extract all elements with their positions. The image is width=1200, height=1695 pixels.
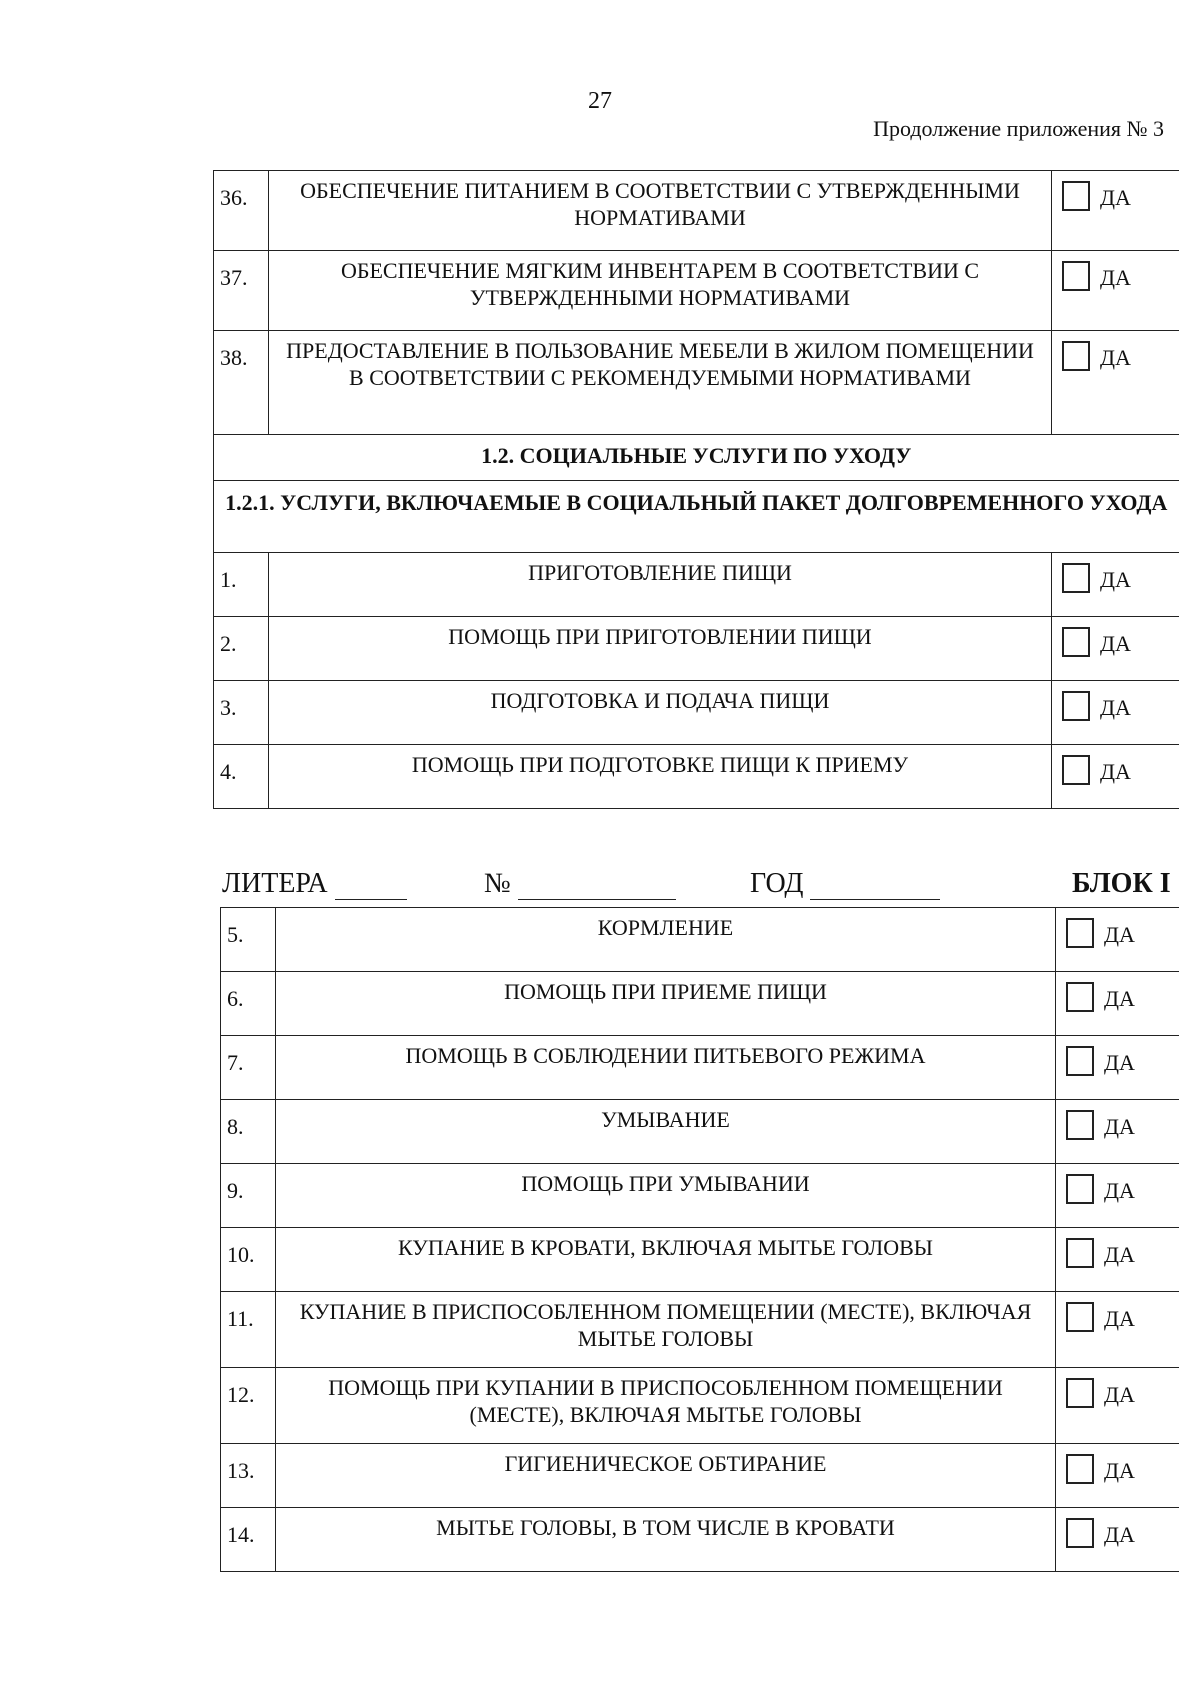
subsection-heading: 1.2.1. УСЛУГИ, ВКЛЮЧАЕМЫЕ В СОЦИАЛЬНЫЙ ПАКЕТ ДОЛГОВРЕМЕННОГО УХОДА	[214, 481, 1179, 553]
row-text: ПОМОЩЬ ПРИ КУПАНИИ В ПРИСПОСОБЛЕННОМ ПОМЕЩЕНИИ (МЕСТЕ), ВКЛЮЧАЯ МЫТЬЕ ГОЛОВЫ	[276, 1368, 1056, 1444]
row-text: ПОМОЩЬ ПРИ ПРИГОТОВЛЕНИИ ПИЩИ	[269, 617, 1052, 681]
check-label: ДА	[1104, 1114, 1135, 1139]
table-row	[214, 251, 1179, 331]
block-header	[222, 868, 1178, 902]
check-label: ДА	[1104, 1242, 1135, 1267]
row-number: 6.	[221, 972, 276, 1036]
check-label: ДА	[1100, 631, 1131, 656]
table-row	[221, 1292, 1179, 1368]
row-text: ПРЕДОСТАВЛЕНИЕ В ПОЛЬЗОВАНИЕ МЕБЕЛИ В ЖИЛОМ ПОМЕЩЕНИИ В СООТВЕТСТВИИ С РЕКОМЕНДУЕМЫМИ НОРМАТИВАМИ	[269, 331, 1052, 435]
check-cell	[1056, 1292, 1179, 1368]
table-row	[221, 1444, 1179, 1508]
row-text: ПОМОЩЬ ПРИ УМЫВАНИИ	[276, 1164, 1056, 1228]
number-blank[interactable]	[518, 873, 676, 900]
checkbox[interactable]	[1062, 627, 1090, 657]
subsection-heading-row	[214, 481, 1179, 553]
check-cell	[1056, 1228, 1179, 1292]
checkbox[interactable]	[1066, 982, 1094, 1012]
row-number: 12.	[221, 1368, 276, 1444]
row-text: МЫТЬЕ ГОЛОВЫ, В ТОМ ЧИСЛЕ В КРОВАТИ	[276, 1508, 1056, 1572]
section-heading: 1.2. СОЦИАЛЬНЫЕ УСЛУГИ ПО УХОДУ	[214, 435, 1179, 481]
check-label: ДА	[1100, 567, 1131, 592]
table-row	[214, 553, 1179, 617]
checkbox[interactable]	[1066, 1302, 1094, 1332]
year-field	[750, 868, 940, 900]
check-label: ДА	[1104, 1458, 1135, 1483]
check-label: ДА	[1100, 345, 1131, 370]
checkbox[interactable]	[1062, 691, 1090, 721]
checkbox[interactable]	[1062, 563, 1090, 593]
checkbox[interactable]	[1066, 1046, 1094, 1076]
check-cell	[1056, 1100, 1179, 1164]
check-label: ДА	[1100, 265, 1131, 290]
check-cell	[1052, 745, 1179, 809]
table-row	[221, 1100, 1179, 1164]
services-table-bottom	[220, 907, 1179, 1572]
row-number: 4.	[214, 745, 269, 809]
row-text: ПРИГОТОВЛЕНИЕ ПИЩИ	[269, 553, 1052, 617]
checkbox[interactable]	[1066, 1454, 1094, 1484]
litera-blank[interactable]	[335, 873, 407, 900]
litera-field	[222, 868, 407, 900]
appendix-label: Продолжение приложения № 3	[873, 116, 1164, 141]
check-cell	[1052, 331, 1179, 435]
check-cell	[1052, 617, 1179, 681]
row-text: ГИГИЕНИЧЕСКОЕ ОБТИРАНИЕ	[276, 1444, 1056, 1508]
table-row	[221, 908, 1179, 972]
row-text: УМЫВАНИЕ	[276, 1100, 1056, 1164]
row-number: 8.	[221, 1100, 276, 1164]
checkbox[interactable]	[1066, 1238, 1094, 1268]
row-text: ПОДГОТОВКА И ПОДАЧА ПИЩИ	[269, 681, 1052, 745]
table-row	[214, 745, 1179, 809]
checkbox[interactable]	[1066, 1174, 1094, 1204]
check-cell	[1052, 681, 1179, 745]
row-number: 3.	[214, 681, 269, 745]
checkbox[interactable]	[1066, 1518, 1094, 1548]
check-cell	[1056, 1444, 1179, 1508]
table-row	[214, 617, 1179, 681]
row-text: ОБЕСПЕЧЕНИЕ МЯГКИМ ИНВЕНТАРЕМ В СООТВЕТСТВИИ С УТВЕРЖДЕННЫМИ НОРМАТИВАМИ	[269, 251, 1052, 331]
check-cell	[1052, 171, 1179, 251]
table-row	[214, 171, 1179, 251]
check-label: ДА	[1100, 759, 1131, 784]
table-row	[221, 1036, 1179, 1100]
check-cell	[1056, 1368, 1179, 1444]
row-number: 7.	[221, 1036, 276, 1100]
row-text: КУПАНИЕ В ПРИСПОСОБЛЕННОМ ПОМЕЩЕНИИ (МЕСТЕ), ВКЛЮЧАЯ МЫТЬЕ ГОЛОВЫ	[276, 1292, 1056, 1368]
check-label: ДА	[1100, 695, 1131, 720]
check-label: ДА	[1100, 185, 1131, 210]
check-cell	[1056, 1036, 1179, 1100]
row-text: КОРМЛЕНИЕ	[276, 908, 1056, 972]
check-label: ДА	[1104, 1522, 1135, 1547]
table-row	[214, 681, 1179, 745]
row-number: 37.	[214, 251, 269, 331]
block-label: БЛОК I	[1072, 868, 1171, 899]
check-cell	[1056, 1508, 1179, 1572]
checkbox[interactable]	[1062, 341, 1090, 371]
check-label: ДА	[1104, 1382, 1135, 1407]
row-number: 36.	[214, 171, 269, 251]
check-cell	[1052, 251, 1179, 331]
row-text: ПОМОЩЬ ПРИ ПОДГОТОВКЕ ПИЩИ К ПРИЕМУ	[269, 745, 1052, 809]
row-number: 14.	[221, 1508, 276, 1572]
row-number: 9.	[221, 1164, 276, 1228]
check-label: ДА	[1104, 1306, 1135, 1331]
row-number: 1.	[214, 553, 269, 617]
year-blank[interactable]	[810, 873, 940, 900]
checkbox[interactable]	[1062, 181, 1090, 211]
checkbox[interactable]	[1066, 1378, 1094, 1408]
table-row	[221, 1368, 1179, 1444]
row-number: 13.	[221, 1444, 276, 1508]
row-number: 5.	[221, 908, 276, 972]
row-number: 10.	[221, 1228, 276, 1292]
table-row	[221, 972, 1179, 1036]
row-number: 38.	[214, 331, 269, 435]
row-text: ПОМОЩЬ ПРИ ПРИЕМЕ ПИЩИ	[276, 972, 1056, 1036]
table-row	[221, 1228, 1179, 1292]
row-number: 11.	[221, 1292, 276, 1368]
check-cell	[1056, 972, 1179, 1036]
table-row	[221, 1164, 1179, 1228]
checkbox[interactable]	[1066, 918, 1094, 948]
checkbox[interactable]	[1066, 1110, 1094, 1140]
litera-label: ЛИТЕРА	[222, 868, 328, 899]
services-table-top	[213, 170, 1179, 809]
page-number: 27	[588, 88, 612, 114]
check-cell	[1052, 553, 1179, 617]
section-heading-row	[214, 435, 1179, 481]
check-label: ДА	[1104, 1178, 1135, 1203]
check-cell	[1056, 908, 1179, 972]
check-label: ДА	[1104, 922, 1135, 947]
row-text: ОБЕСПЕЧЕНИЕ ПИТАНИЕМ В СООТВЕТСТВИИ С УТВЕРЖДЕННЫМИ НОРМАТИВАМИ	[269, 171, 1052, 251]
check-label: ДА	[1104, 1050, 1135, 1075]
check-label: ДА	[1104, 986, 1135, 1011]
row-text: ПОМОЩЬ В СОБЛЮДЕНИИ ПИТЬЕВОГО РЕЖИМА	[276, 1036, 1056, 1100]
checkbox[interactable]	[1062, 755, 1090, 785]
row-number: 2.	[214, 617, 269, 681]
table-row	[214, 331, 1179, 435]
checkbox[interactable]	[1062, 261, 1090, 291]
row-text: КУПАНИЕ В КРОВАТИ, ВКЛЮЧАЯ МЫТЬЕ ГОЛОВЫ	[276, 1228, 1056, 1292]
number-label: №	[484, 868, 511, 899]
number-field	[484, 868, 676, 900]
check-cell	[1056, 1164, 1179, 1228]
year-label: ГОД	[750, 868, 804, 899]
table-row	[221, 1508, 1179, 1572]
